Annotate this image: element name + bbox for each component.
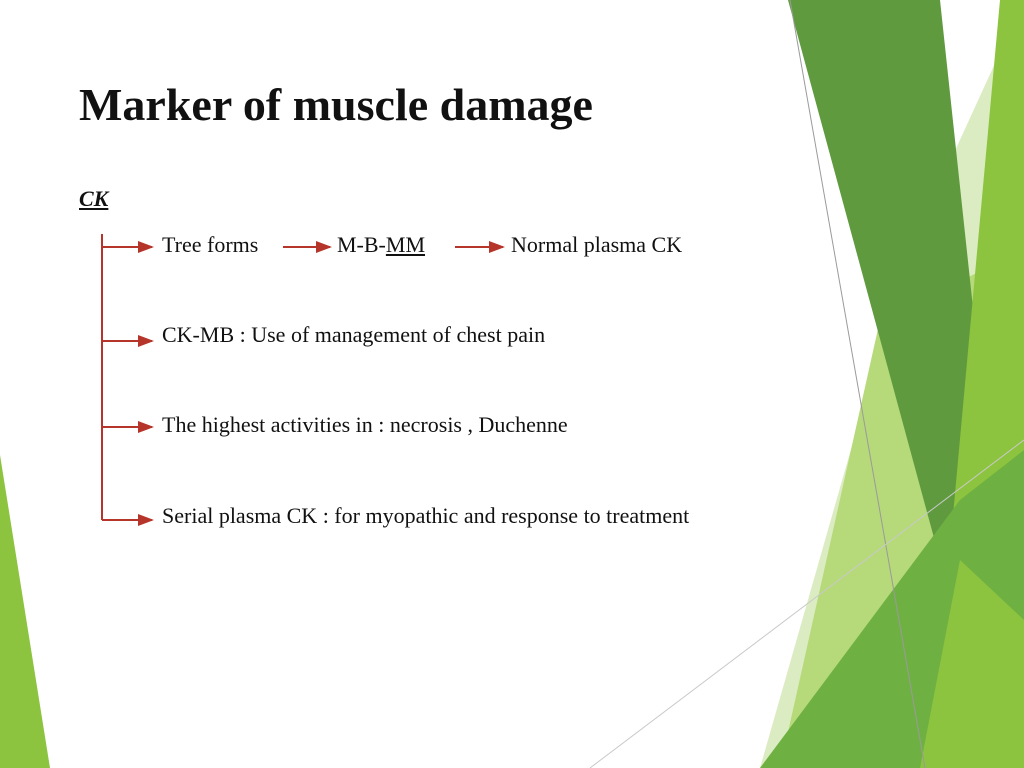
slide-title: Marker of muscle damage xyxy=(79,79,593,130)
item-ck-mb: CK-MB : Use of management of chest pain xyxy=(162,322,546,347)
tree-forms-text: Tree forms xyxy=(162,232,259,257)
mbmm-text xyxy=(337,232,425,258)
item-serial-plasma-ck: Serial plasma CK : for myopathic and response to treatment xyxy=(162,503,690,528)
mbmm-underlined: MM xyxy=(385,232,426,257)
section-label: CK xyxy=(79,186,109,211)
mbmm-prefix: M-B- xyxy=(337,232,386,257)
item-highest-activities: The highest activities in : necrosis , Duchenne xyxy=(162,412,568,437)
normal-plasma-ck-text: Normal plasma CK xyxy=(511,232,683,257)
